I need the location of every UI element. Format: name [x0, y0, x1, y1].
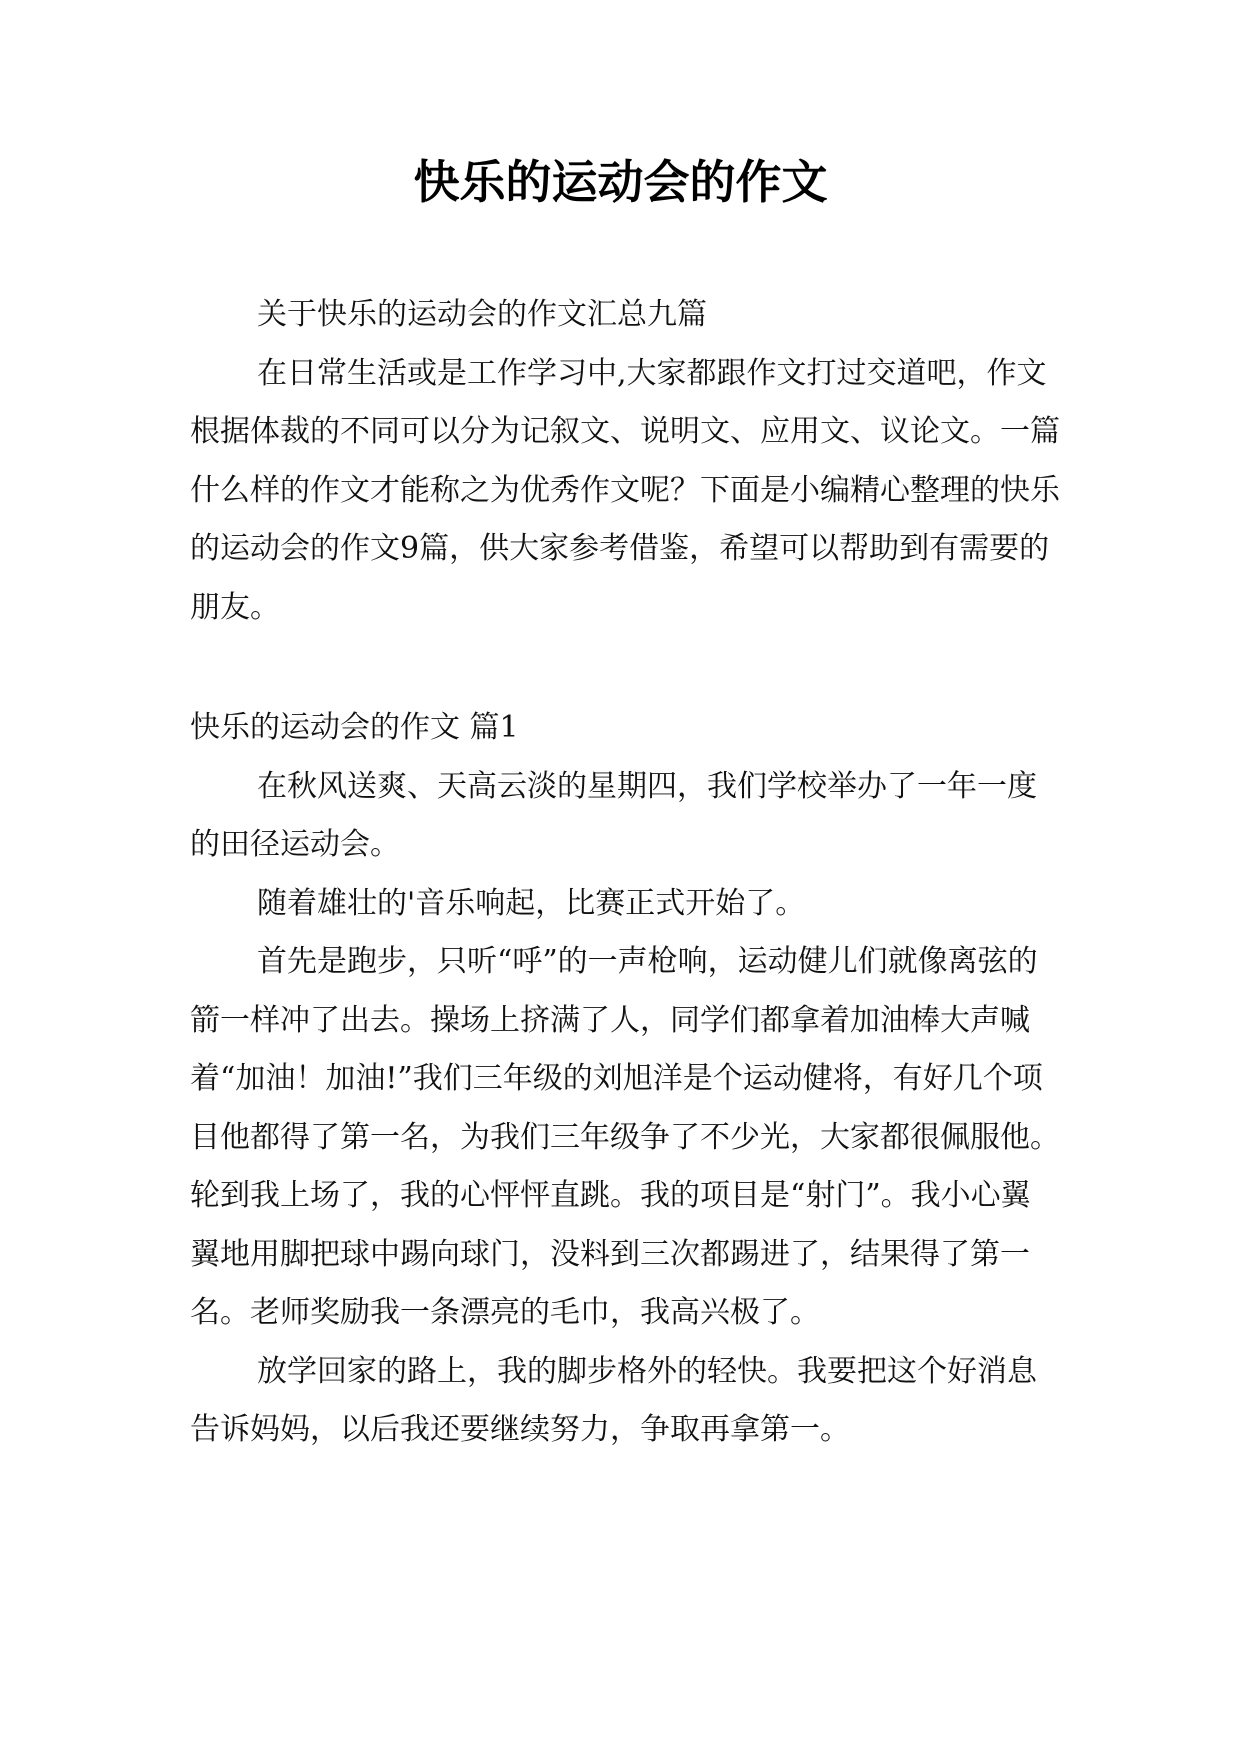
intro-paragraph: 在日常生活或是工作学习中,大家都跟作文打过交道吧，作文根据体裁的不同可以分为记叙文、说明文、应用文、议论文。一篇什么样的作文才能称之为优秀作文呢？下面是小编精心整理的快乐的运动会的作文9篇，供大家参考借鉴，希望可以帮助到有需要的朋友。	[190, 355, 1060, 625]
intro-section	[190, 286, 1060, 637]
article-paragraph: 首先是跑步，只听“呼”的一声枪响，运动健儿们就像离弦的箭一样冲了出去。操场上挤满了人，同学们都拿着加油棒大声喊着“加油！加油!”我们三年级的刘旭洋是个运动健将，有好几个项目他都得了第一名，为我们三年级争了不少光，大家都很佩服他。轮到我上场了，我的心怦怦直跳。我的项目是“射门”。我小心翼翼地用脚把球中踢向球门，没料到三次都踢进了，结果得了第一名。老师奖励我一条漂亮的毛巾，我高兴极了。	[190, 944, 1060, 1330]
article-paragraph: 放学回家的路上，我的脚步格外的轻快。我要把这个好消息告诉妈妈，以后我还要继续努力，争取再拿第一。	[190, 1353, 1037, 1447]
article-heading: 快乐的运动会的作文 篇1	[190, 710, 519, 745]
article-paragraph: 在秋风送爽、天高云淡的星期四，我们学校举办了一年一度的田径运动会。	[190, 768, 1037, 862]
article-paragraph: 随着雄壮的'音乐响起，比赛正式开始了。	[257, 885, 806, 921]
intro-subtitle: 关于快乐的运动会的作文汇总九篇	[257, 297, 707, 332]
document-title: 快乐的运动会的作文	[413, 155, 828, 209]
article-section	[190, 699, 1060, 1460]
